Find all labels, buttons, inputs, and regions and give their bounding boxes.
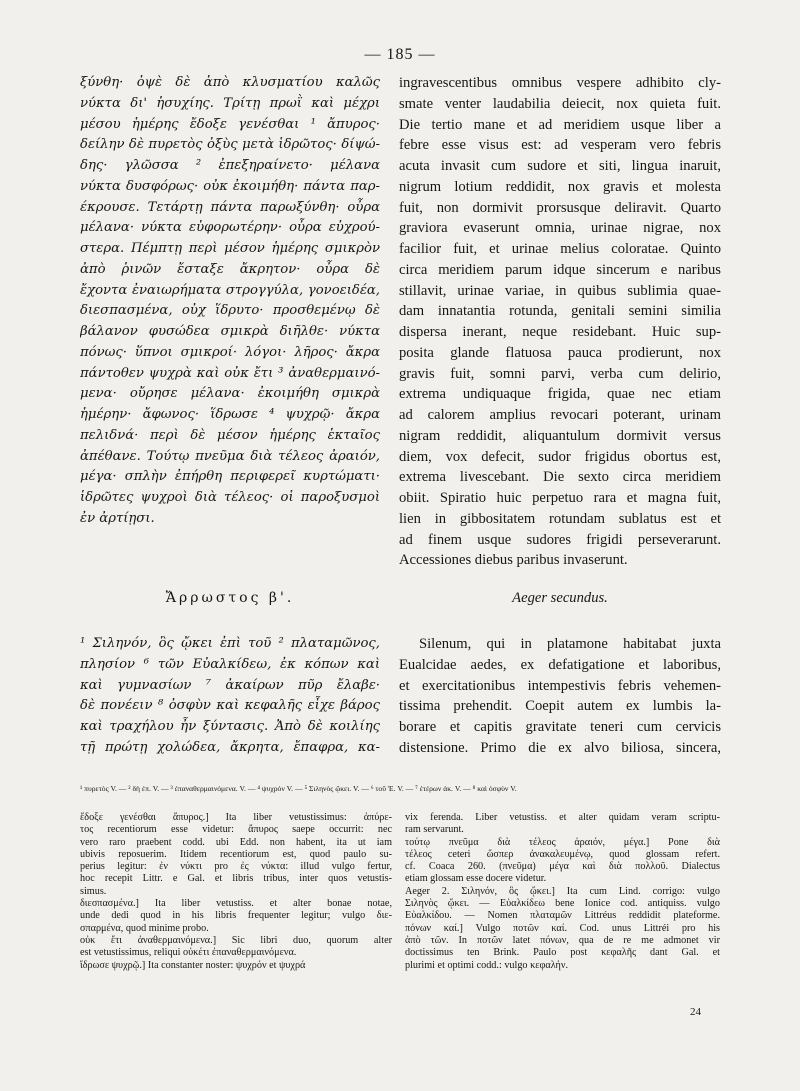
latin-text-line: facilior fuit, et urinae melius coloratae. Quinto	[399, 241, 721, 257]
greek-text-line: δείλην δὲ πυρετὸς ὀξὺς μετὰ ἱδρῶτος· δίψώ-	[80, 137, 380, 153]
latin-text-line: Die tertio mane et ad meridiem usque liber a	[399, 116, 721, 133]
greek-text-line: ξύνθη· ὀψὲ δὲ ἀπὸ κλυσματίου καλῶς	[80, 75, 380, 90]
note-line: οὐκ ἔτι ἀναθερμαινόμενα.] Sic libri duo, quorum alter	[80, 934, 392, 946]
latin-text-column-lower	[399, 634, 721, 759]
greek-text-line: ἀπὸ ῥινῶν ἔσταξε ἄκρητον· οὖρα δὲ	[80, 261, 380, 277]
latin-text-line: distensione. Primo die ex alvo biliosa, sincera,	[399, 739, 721, 756]
greek-section-heading: Ἄρρωστος β'.	[165, 590, 295, 606]
note-line: perius legitur: ἐν νύκτι pro ἐς νύκτα: illud vulgo fertur,	[80, 861, 392, 873]
latin-text-line: extrema undiquaque frigida, quae nec etiam	[399, 386, 721, 403]
note-line: ubivis reposuerim. Itidem recentiorum est, quod paulo su-	[80, 848, 392, 860]
latin-text-line: Eualcidae aedes, ex defatigatione et laboribus,	[399, 656, 721, 673]
latin-text-line: nigram reddidit, aliquantulum dormivit versus	[399, 427, 721, 444]
greek-text-line: στερα. Πέμπτῃ περὶ μέσον ἡμέρης σμικρὸν	[80, 241, 380, 256]
greek-text-line: ἱδρῶτες ψυχροὶ διὰ τέλεος· οἱ παροξυσμοὶ	[80, 490, 380, 505]
greek-text-line: ἡμέρην· ἄφωνος· ἵδρωσε ⁴ ψυχρῷ· ἄκρα	[80, 407, 380, 422]
greek-text-line: δὲ πονέειν ⁸ ὀσφὺν καὶ κεφαλῆς εἶχε βάρος	[80, 698, 380, 714]
latin-text-line: lien in gibbositatem rotundam sublatus est et	[399, 510, 721, 527]
latin-text-line: acuta invasit cum sudore et siti, lingua inaruit,	[399, 158, 721, 174]
note-line: διεσπασμένα.] Ita liber vetustiss. et alter bonae notae,	[80, 898, 392, 910]
note-line: cf. Coaca 260. (πνεῦμα) μέγα καὶ διὰ πολλοῦ. Dialectus	[405, 861, 720, 873]
note-line: Εὐαλκίδου. — Nomen πλαταμῶν Littréus reddidit plateforme.	[405, 910, 720, 922]
greek-text-line: μενα· οὔρησε μέλανα· ἐκοιμήθη σμικρὰ	[80, 386, 380, 402]
latin-text-line: Accessiones diebus paribus invaserunt.	[399, 552, 628, 569]
latin-text-line: fuit, non dormivit prorsusque deliravit. Quarto	[399, 199, 721, 216]
note-line: ἔδοξε γενέσθαι ἄπυρος.] Ita liber vetustissimus: ἀπύρε-	[80, 812, 392, 823]
notes-column-right	[405, 812, 720, 972]
note-line: τέλεος ceteri ὥσπερ ἀνακαλευμένῳ, quod glossam refert.	[405, 848, 720, 860]
latin-text-line: circa meridiem parum idque sincerum e naribus	[399, 261, 721, 278]
greek-text-line: ἐν ἀρτίῃσι.	[80, 510, 155, 526]
note-line: τούτῳ πνεῦμα διὰ τέλεος ἀραιόν, μέγα.] Pone διὰ	[405, 836, 720, 848]
latin-text-line: Silenum, qui in platamone habitabat juxta	[419, 636, 721, 652]
greek-text-column-lower	[80, 634, 380, 759]
note-line: doctissimus ten Brink. Paulo post κεφαλῆς dant Gal. et	[405, 947, 720, 959]
greek-text-line: διεσπασμένα, οὐχ ἵδρυτο· προσθεμένῳ δὲ	[80, 303, 380, 319]
latin-text-line: tissima prehendit. Coepit autem ex lumbis la-	[399, 698, 721, 715]
note-line: est vetustissimus, reliqui οὐκέτι ἐπαναθερμαινόμενα.	[80, 947, 297, 959]
latin-text-line: graviora evaserunt omnia, urinae nigrae, nox	[399, 220, 721, 237]
note-line: vix ferenda. Liber vetustiss. et alter quidam veram scriptu-	[405, 812, 720, 823]
note-line: plurimi et optimi codd.: vulgo κεφαλήν.	[405, 959, 569, 971]
latin-text-line: ad finem usque sudores frigidi perseverarunt.	[399, 531, 721, 548]
latin-text-line: borare et capitis gravitate teneri cum cervicis	[399, 719, 721, 735]
greek-text-line: νύκτα δυσφόρως· οὐκ ἐκοιμήθη· πάντα παρ-	[80, 178, 380, 194]
greek-text-column-upper	[80, 73, 380, 530]
greek-text-line: ¹ Σιληνόν, ὃς ᾤκει ἐπὶ τοῦ ² πλαταμῶνος,	[80, 636, 380, 651]
greek-text-line: δης· γλῶσσα ² ἐπεξηραίνετο· μέλανα	[80, 158, 380, 173]
note-line: simus.	[80, 885, 107, 897]
note-line: ram servarunt.	[405, 824, 464, 836]
latin-text-line: ad calorem amplius revocari poterant, urinam	[399, 407, 721, 423]
latin-text-line: dam innatantia rotunda, genitali semini similia	[399, 303, 721, 320]
note-line: σπαρμένα, quod minime probo.	[80, 922, 209, 934]
latin-text-line: et exercitationibus intempestivis febris vehemen-	[399, 677, 721, 694]
note-line: τος recentiorum esse videtur: ἄπυρος saepe occurrit: nec	[80, 824, 392, 836]
greek-text-line: ἔχοντα ἐναιωρήματα στρογγύλα, γονοειδέα,	[80, 282, 380, 298]
latin-text-line: diem, vox defecit, sudor frigidus obortus est,	[399, 448, 721, 465]
greek-text-line: καὶ γυμνασίων ⁷ ἀκαίρων πῦρ ἔλαβε·	[80, 677, 380, 693]
greek-text-line: πάντοθεν ψυχρὰ καὶ οὐκ ἔτι ³ ἀναθερμαινό-	[80, 365, 380, 381]
note-line: Aeger 2. Σιληνόν, ὃς ᾤκει.] Ita cum Lind. corrigo: vulgo	[405, 885, 720, 897]
note-line: vero raro praebent codd. ubi Edd. non habent, ita ut iam	[80, 836, 392, 848]
note-line: πόνων καί.] Vulgo ποτῶν καί. Cod. unus Littréi pro his	[405, 922, 720, 934]
latin-text-line: febre esse visus est: ad vesperam vero febris	[399, 137, 721, 154]
greek-text-line: μέγα· σπλὴν ἐπήρθη περιφερεῖ κυρτώματι·	[80, 469, 380, 485]
greek-text-line: καὶ τραχήλου ἦν ξύντασις. Ἀπὸ δὲ κοιλίης	[80, 719, 380, 734]
greek-text-line: τῇ πρώτῃ χολώδεα, ἄκρητα, ἔπαφρα, κα-	[80, 739, 380, 755]
latin-text-line: smate venter laudabilia deiecit, nox quieta fuit.	[399, 95, 721, 112]
greek-text-line: πλησίον ⁶ τῶν Εὐαλκίδεω, ἐκ κόπων καὶ	[80, 656, 380, 672]
note-line: ἀπὸ τῶν. In ποτῶν latet πόνων, qua de re me admonet vir	[405, 934, 720, 946]
note-line: etiam glossam esse docere videtur.	[405, 873, 547, 885]
greek-text-line: πελιδνά· περὶ δὲ μέσον ἡμέρης ἑκταῖος	[80, 427, 380, 443]
latin-text-line: extrema livescebant. Die sexto circa meridiem	[399, 469, 721, 486]
greek-text-line: πόνως· ὕπνοι σμικροί· λόγοι· λῆρος· ἄκρα	[80, 344, 380, 360]
latin-text-line: dispersa inerant, neque residebant. Huic sup-	[399, 324, 721, 340]
latin-text-line: gravis fuit, somni parvi, verba cum delirio,	[399, 365, 721, 382]
note-line: Σιληνὸς ᾤκει. — Εὐαλκίδεω bene Ionice cod. antiquiss. vulgo	[405, 898, 720, 910]
latin-text-column-upper	[399, 73, 721, 571]
latin-text-line: stillavit, urinae variae, in quibus sublimia quae-	[399, 282, 721, 299]
latin-text-line: posita glande flatuosa pauca prodierunt, nox	[399, 344, 721, 361]
footnotes-variants: ¹ πυρετὸς V. — ² δὴ ἐπ. V. — ³ ἐπαναθερμαινόμενα. V. — ⁴ ψυχρόν V. — ⁵ Σιληνὸς ᾤκει. V. — ⁶ τοῦ Ἐ. V. — ⁷ ἑτέρων ἀκ. V. — ⁸ καὶ ὀσφὺν V.	[80, 784, 517, 793]
printer-signature: 24	[690, 1006, 701, 1018]
note-line: hoc recepit Littr. e Gal. et libris tribus, inter quos vetustis-	[80, 873, 392, 885]
greek-text-line: μέλανα· νύκτα εὐφορωτέρην· οὖρα εὐχρού-	[80, 220, 380, 236]
note-line: unde dedi quod in his libris frequenter legitur; vulgo διε-	[80, 910, 392, 922]
greek-text-line: νύκτα δι' ἡσυχίης. Τρίτῃ πρωῒ καὶ μέχρι	[80, 95, 380, 111]
page-number: — 185 —	[364, 46, 436, 63]
notes-column-left	[80, 812, 392, 972]
greek-text-line: βάλανον φυσώδεα σμικρὰ διῆλθε· νύκτα	[80, 324, 380, 339]
latin-text-line: obiit. Spiratio huic perpetuo rara et magna fuit,	[399, 490, 721, 506]
greek-text-line: μέσου ἡμέρης ἔδοξε γενέσθαι ¹ ἄπυρος·	[80, 116, 380, 132]
note-line: ἵδρωσε ψυχρῷ.] Ita constanter noster: ψυχρόν et ψυχρά	[80, 959, 306, 971]
greek-text-line: ἀπέθανε. Τούτῳ πνεῦμα διὰ τέλεος ἀραιόν,	[80, 448, 380, 464]
latin-text-line: ingravescentibus omnibus vespere adhibito cly-	[399, 75, 721, 91]
greek-text-line: έκρουσε. Τετάρτῃ πάντα παρωξύνθη· οὖρα	[80, 199, 380, 215]
latin-text-line: nigrum lotium reddidit, nox gravis et molesta	[399, 178, 721, 195]
latin-section-heading: Aeger secundus.	[512, 590, 608, 606]
